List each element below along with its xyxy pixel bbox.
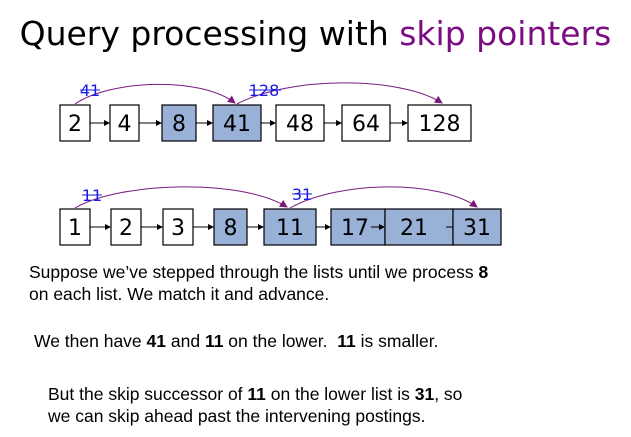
lower-node-label-4: 11: [276, 216, 304, 241]
lower-skip-label-0: 11: [81, 186, 103, 205]
p3-text-e: , so: [434, 384, 463, 404]
lower-node-label-7: 31: [463, 216, 491, 241]
lower-node-7: [453, 209, 501, 245]
lower-node-label-1: 2: [119, 216, 133, 241]
upper-posting-list: [60, 81, 471, 141]
upper-node-0: [60, 105, 90, 141]
paragraph-then-have: [34, 330, 614, 352]
p1-text-a: Suppose we’ve stepped through the lists until we process: [29, 262, 479, 282]
paragraph-skip-successor: [48, 383, 608, 427]
p1-bold-8: 8: [478, 262, 489, 282]
p2-bold-11: 11: [204, 331, 224, 351]
upper-node-label-1: 4: [117, 112, 132, 137]
p3-text-c: on the lower list is: [265, 384, 415, 404]
upper-node-5: [342, 105, 390, 141]
title-prefix: Query processing with: [19, 14, 400, 53]
p2-text-a: We then have: [34, 331, 147, 351]
lower-posting-list: [60, 185, 501, 245]
lower-node-3: [214, 209, 247, 245]
p2-bold-11b: 11: [337, 331, 356, 351]
upper-skip-label-0: 41: [79, 81, 101, 100]
upper-node-label-3: 41: [223, 112, 251, 137]
p2-text-g: is smaller.: [355, 331, 439, 351]
p3-bold-31: 31: [414, 384, 435, 404]
lower-node-label-0: 1: [68, 216, 82, 241]
upper-node-2: [162, 105, 196, 141]
lower-node-2: [163, 209, 193, 245]
paragraph-stepped-through: [29, 261, 609, 305]
lower-node-4: [264, 209, 316, 245]
upper-node-label-0: 2: [68, 112, 82, 137]
p1-text-c: on each list. We match it and advance.: [29, 284, 330, 304]
title-highlight: skip pointers: [399, 14, 612, 53]
upper-node-1: [110, 105, 139, 141]
p2-bold-41: 41: [146, 331, 166, 351]
lower-skip-label-1: 31: [291, 185, 313, 204]
upper-node-label-6: 128: [418, 112, 461, 137]
lower-node-label-2: 3: [171, 216, 185, 241]
p3-bold-11: 11: [247, 384, 266, 404]
lower-node-label-6: 21: [400, 216, 428, 241]
p3-text-f: we can skip ahead past the intervening postings.: [48, 406, 426, 426]
p3-text-a: But the skip successor of: [48, 384, 248, 404]
upper-skip-label-1: 128: [248, 81, 280, 100]
lower-node-6: [385, 209, 453, 245]
lower-node-label-5: 17: [341, 216, 369, 241]
upper-node-3: [213, 105, 261, 141]
lower-node-0: [60, 209, 90, 245]
upper-node-label-2: 8: [172, 112, 186, 137]
lower-node-label-3: 8: [223, 216, 238, 241]
upper-node-4: [276, 105, 324, 141]
p2-text-e: on the lower.: [223, 331, 338, 351]
upper-node-label-5: 64: [352, 112, 380, 137]
lower-skip-pointer-1: [290, 187, 477, 208]
p2-text-c: and: [166, 331, 205, 351]
upper-node-label-4: 48: [286, 112, 314, 137]
upper-node-6: [408, 105, 471, 141]
lower-node-1: [111, 209, 141, 245]
lower-skip-pointer-0: [75, 187, 287, 208]
